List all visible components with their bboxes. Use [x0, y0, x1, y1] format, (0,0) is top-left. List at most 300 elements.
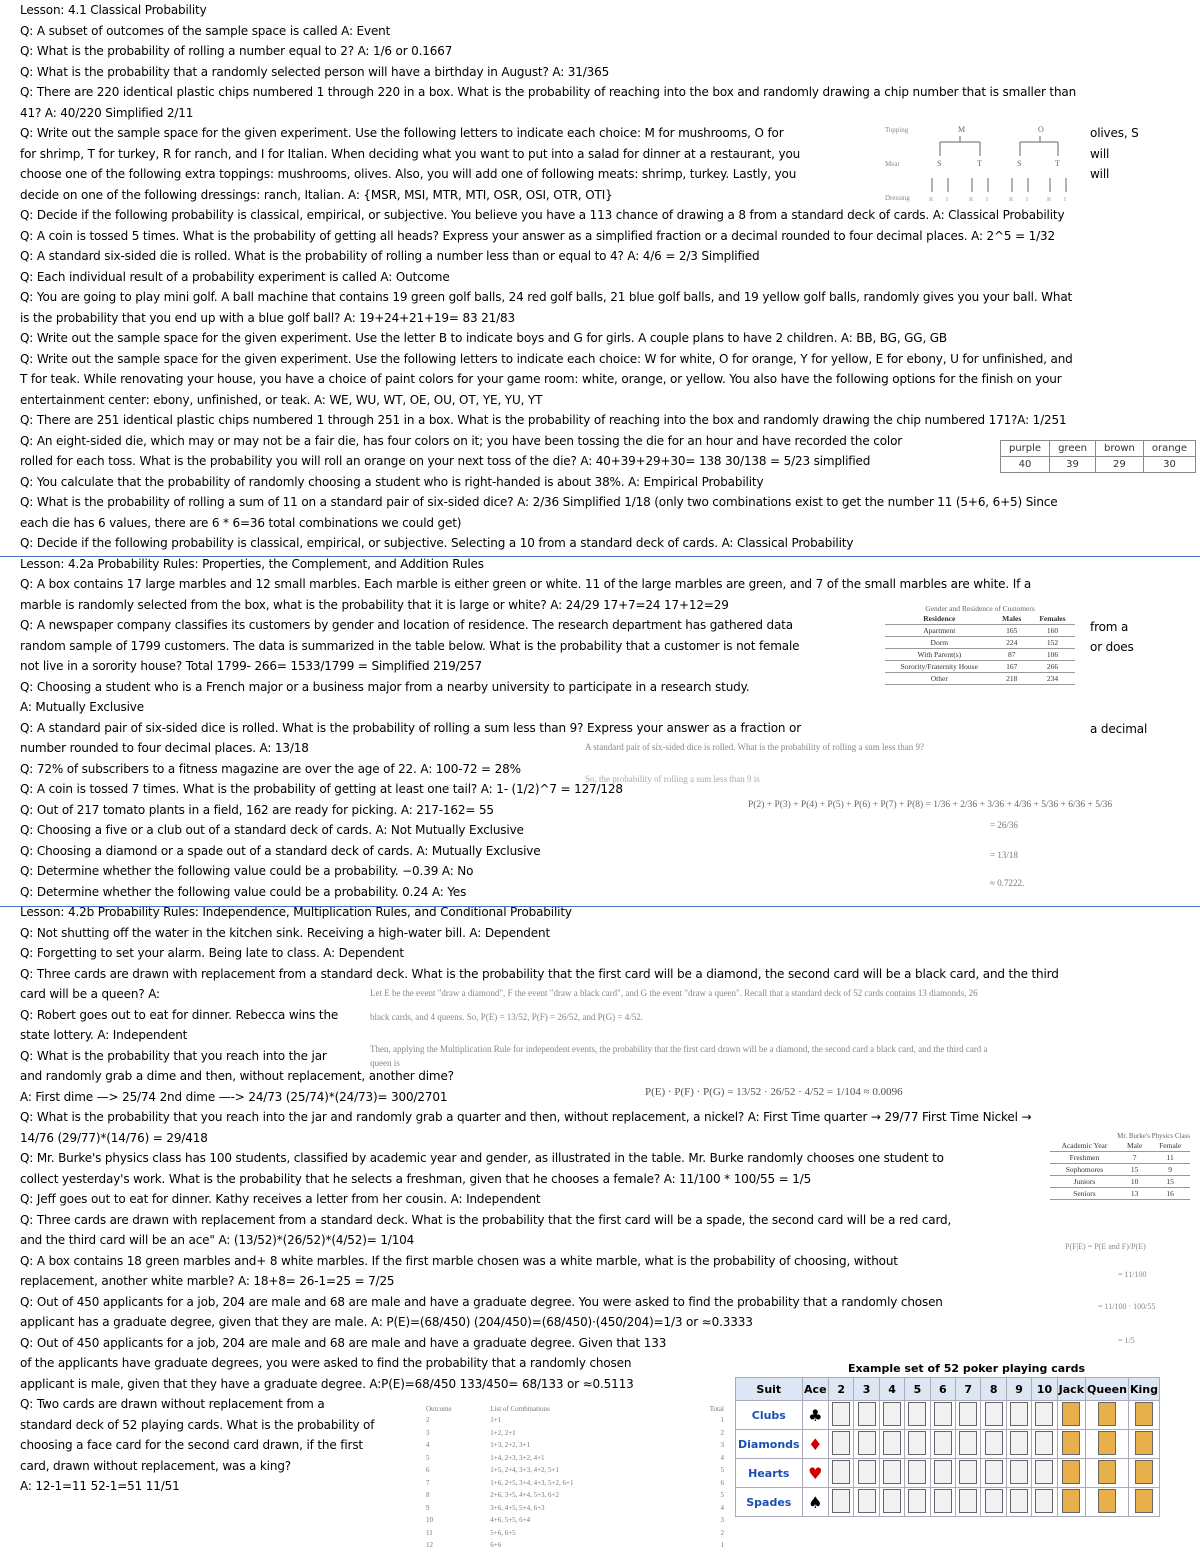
playing-card: [981, 1401, 1006, 1430]
table-row: [425, 1477, 725, 1490]
playing-card: [802, 1430, 828, 1459]
card-rank-header: 6: [930, 1378, 955, 1401]
card-image: [1035, 1402, 1053, 1426]
card-image: [858, 1431, 876, 1455]
card-image: [959, 1460, 977, 1484]
card-suit-name: Clubs: [736, 1401, 803, 1430]
combo-cell: 1+2, 2+1: [490, 1428, 516, 1437]
table-row: [425, 1527, 725, 1540]
playing-card: [1086, 1459, 1129, 1488]
physics-header: Male: [1119, 1140, 1150, 1152]
dice-equation: P(2) + P(3) + P(4) + P(5) + P(6) + P(7) + P(8) = 1/36 + 2/36 + 3/36 + 4/36 + 5/36 + 6/36 + 5/36: [748, 800, 1113, 810]
note-line: Q: You calculate that the probability of randomly choosing a student who is right-handed is about 38%. A: Empirical Probability: [20, 474, 764, 489]
note-line: not live in a sorority house? Total 1799- 266= 1533/1799 = Simplified 219/257: [20, 659, 482, 673]
card-image: [883, 1460, 901, 1484]
card-rank-header: Suit: [736, 1378, 803, 1401]
table-row: [885, 661, 1075, 673]
note-line: Q: A standard pair of six-sided dice is rolled. What is the probability of rolling a sum less than 9? Express your answer as a fraction or: [20, 720, 801, 735]
table-row: [885, 673, 1075, 685]
suit-icon: ♣: [808, 1405, 823, 1425]
playing-card: [1057, 1488, 1085, 1517]
note-line: and randomly grab a dime and then, without replacement, another dime?: [20, 1069, 454, 1083]
tree-label-topping: Topping: [885, 126, 909, 134]
card-image: [832, 1431, 850, 1455]
tree-node: S: [1017, 159, 1022, 168]
tree-node: T: [977, 159, 982, 168]
color-count: 29: [1095, 457, 1143, 473]
card-image: [1135, 1431, 1153, 1455]
salad-tree-diagram: [880, 122, 1080, 204]
dice-result: ≈ 0.7222.: [990, 878, 1025, 888]
note-line: standard deck of 52 playing cards. What is the probability of: [20, 1417, 375, 1432]
cards-title: Example set of 52 poker playing cards: [848, 1362, 1085, 1375]
note-line: choose one of the following extra toppings: mushrooms, olives. Also, you will add one of following meats: shrimp, turkey. Lastly, you: [20, 167, 797, 181]
note-line: Q: Jeff goes out to eat for dinner. Kathy receives a letter from her cousin. A: Independent: [20, 1192, 541, 1206]
combo-cell: 1: [720, 1541, 724, 1549]
card-suit-name: Hearts: [736, 1459, 803, 1488]
playing-card: [930, 1459, 955, 1488]
combo-cell: 2: [720, 1528, 724, 1537]
combo-cell: 7: [426, 1478, 430, 1487]
table-row: [885, 637, 1075, 649]
cond-formula: = 11/100 · 100/55: [1098, 1302, 1156, 1311]
residence-cell: 152: [1030, 637, 1075, 649]
combo-cell: 3: [426, 1428, 430, 1437]
svg-text:I: I: [1064, 197, 1066, 203]
trailing-text: or does: [1090, 640, 1134, 654]
card-image: [858, 1489, 876, 1513]
card-rank-header: Jack: [1057, 1378, 1085, 1401]
note-line: Q: An eight-sided die, which may or may not be a fair die, has four colors on it; you have been tossing the die for an hour and have recorded the color: [20, 433, 903, 448]
table-row: [1050, 1164, 1190, 1176]
table-row: [1050, 1176, 1190, 1188]
dice-note: A standard pair of six-sided dice is rolled. What is the probability of rolling a sum less than 9?: [585, 742, 925, 752]
card-rank-header: 4: [879, 1378, 904, 1401]
tree-label-dressing: Dressing: [885, 194, 910, 202]
combo-cell: 1+1: [490, 1416, 502, 1424]
playing-card: [1057, 1459, 1085, 1488]
dice-result: = 26/36: [990, 820, 1018, 830]
playing-card: [905, 1401, 930, 1430]
residence-cell: 234: [1030, 673, 1075, 685]
combo-cell: 6: [426, 1466, 430, 1474]
playing-card: [829, 1459, 854, 1488]
physics-cell: Juniors: [1050, 1176, 1119, 1188]
card-image: [1098, 1460, 1116, 1484]
card-image: [959, 1431, 977, 1455]
dice-result: = 13/18: [990, 850, 1018, 860]
note-line: Q: Determine whether the following value could be a probability. 0.24 A: Yes: [20, 884, 467, 899]
note-line: Q: Write out the sample space for the given experiment. Use the following letters to indicate each choice: W for white, O for orange, Y for yellow, E for ebony, U for unfinished, and: [20, 351, 1073, 366]
card-suit-name: Diamonds: [736, 1430, 803, 1459]
combo-cell: 5: [426, 1453, 430, 1462]
combo-cell: 6: [720, 1478, 724, 1487]
section-divider: [0, 906, 1200, 907]
table-row: [425, 1514, 725, 1527]
residence-header: Males: [994, 613, 1030, 625]
color-header: purple: [1001, 441, 1050, 457]
card-image: [934, 1431, 952, 1455]
card-suit-row: [736, 1430, 1160, 1459]
cond-formula: = 11/100: [1118, 1270, 1147, 1279]
card-suit-row: [736, 1459, 1160, 1488]
residence-header: Residence: [885, 613, 994, 625]
svg-text:I: I: [946, 197, 948, 203]
note-line: entertainment center: ebony, unfinished, or teak. A: WE, WU, WT, OE, OU, OT, YE, YU, YT: [20, 392, 543, 407]
note-line: applicant is male, given that they have a graduate degree. A:P(E)=68/450 133/450= 68/133 or ≈0.5113: [20, 1376, 634, 1391]
note-line: Q: Choosing a student who is a French major or a business major from a nearby university to participate in a research study.: [20, 679, 750, 694]
combo-cell: 3: [720, 1441, 724, 1449]
physics-cell: 15: [1150, 1176, 1190, 1188]
table-row: [425, 1439, 725, 1452]
playing-card: [981, 1430, 1006, 1459]
combo-header: Outcome: [426, 1405, 452, 1413]
note-line: Q: Decide if the following probability is classical, empirical, or subjective. You believe you have a 113 chance of drawing a 8 from a standard deck of cards. A: Classical Probability: [20, 208, 1065, 222]
card-image: [1010, 1431, 1028, 1455]
table-row: [425, 1464, 725, 1477]
card-image: [1062, 1431, 1080, 1455]
dice-combinations-table: [425, 1404, 725, 1552]
cards-note: black cards, and 4 queens. So, P(E) = 13/52, P(F) = 26/52, and P(G) = 4/52.: [370, 1012, 643, 1022]
tree-node: O: [1038, 125, 1044, 134]
note-line: Q: Three cards are drawn with replacement from a standard deck. What is the probability that the first card will be a spade, the second card will be a red card,: [20, 1212, 952, 1227]
physics-cell: 15: [1119, 1164, 1150, 1176]
tree-node: S: [937, 159, 942, 168]
card-rank-header: 10: [1032, 1378, 1057, 1401]
playing-card: [1006, 1401, 1031, 1430]
card-rank-header: King: [1128, 1378, 1159, 1401]
note-line: Q: Each individual result of a probability experiment is called A: Outcome: [20, 269, 450, 284]
note-line: Q: What is the probability that you reach into the jar and randomly grab a quarter and then, without replacement, a nickel? A: First Time quarter → 29/77 First Time Nickel →: [20, 1110, 1032, 1124]
card-image: [858, 1460, 876, 1484]
cards-equation: P(E) · P(F) · P(G) = 13/52 · 26/52 · 4/52 = 1/104 ≈ 0.0096: [645, 1086, 903, 1098]
playing-card: [802, 1459, 828, 1488]
playing-card: [1086, 1401, 1129, 1430]
residence-table-title: Gender and Residence of Customers: [925, 604, 1035, 613]
note-line: Q: Two cards are drawn without replacement from a: [20, 1397, 325, 1411]
physics-cell: Freshmen: [1050, 1152, 1119, 1164]
card-image: [934, 1489, 952, 1513]
combo-cell: 1+3, 2+2, 3+1: [490, 1441, 531, 1449]
card-rank-header: 8: [981, 1378, 1006, 1401]
note-line: Q: Not shutting off the water in the kitchen sink. Receiving a high-water bill. A: Dependent: [20, 925, 551, 940]
trailing-text: will: [1090, 147, 1110, 161]
playing-card: [854, 1401, 879, 1430]
residence-cell: 266: [1030, 661, 1075, 673]
card-image: [1135, 1489, 1153, 1513]
playing-card: [981, 1459, 1006, 1488]
note-line: A: 12-1=11 52-1=51 11/51: [20, 1479, 180, 1493]
table-row: [425, 1452, 725, 1465]
residence-cell: 87: [994, 649, 1030, 661]
playing-card: [829, 1401, 854, 1430]
color-count: 39: [1050, 457, 1096, 473]
card-image: [1062, 1402, 1080, 1426]
svg-text:R: R: [969, 197, 974, 203]
physics-cell: 11: [1150, 1152, 1190, 1164]
note-line: Q: A box contains 18 green marbles and+ 8 white marbles. If the first marble chosen was a white marble, what is the probability of choosing, without: [20, 1253, 898, 1268]
physics-cell: 10: [1119, 1176, 1150, 1188]
playing-card: [930, 1488, 955, 1517]
card-image: [1098, 1431, 1116, 1455]
combo-cell: 6+6: [490, 1541, 502, 1549]
note-line: Q: A coin is tossed 5 times. What is the probability of getting all heads? Express your answer as a simplified fraction or a decimal rounded to four decimal places. A: 2^5 = 1/32: [20, 228, 1055, 243]
table-row: [885, 649, 1075, 661]
note-line: Q: Choosing a five or a club out of a standard deck of cards. A: Not Mutually Exclusive: [20, 823, 524, 837]
note-line: Q: Out of 450 applicants for a job, 204 are male and 68 are male and have a graduate degree. You were asked to find the probability that a randomly chosen: [20, 1294, 943, 1309]
note-line: Lesson: 4.2a Probability Rules: Properties, the Complement, and Addition Rules: [20, 556, 484, 571]
combo-cell: 4: [426, 1441, 430, 1449]
suit-icon: ♠: [808, 1492, 823, 1512]
note-line: state lottery. A: Independent: [20, 1028, 188, 1042]
playing-card: [1057, 1430, 1085, 1459]
playing-card: [1128, 1430, 1159, 1459]
physics-cell: 16: [1150, 1188, 1190, 1200]
residence-cell: Apartment: [885, 625, 994, 637]
card-image: [1010, 1489, 1028, 1513]
physics-cell: 13: [1119, 1188, 1150, 1200]
physics-header: Female: [1150, 1140, 1190, 1152]
card-image: [985, 1402, 1003, 1426]
playing-card: [905, 1488, 930, 1517]
color-header: brown: [1095, 441, 1143, 457]
card-image: [1098, 1489, 1116, 1513]
combo-cell: 11: [426, 1528, 433, 1537]
note-line: choosing a face card for the second card drawn, if the first: [20, 1438, 363, 1452]
card-image: [858, 1402, 876, 1426]
cards-note: queen is: [370, 1058, 400, 1068]
card-suit-row: [736, 1401, 1160, 1430]
note-line: Lesson: 4.2b Probability Rules: Independence, Multiplication Rules, and Conditional Probability: [20, 905, 572, 919]
card-rank-header: Ace: [802, 1378, 828, 1401]
table-row: [425, 1489, 725, 1502]
svg-text:R: R: [1047, 197, 1052, 203]
physics-cell: 7: [1119, 1152, 1150, 1164]
cards-note: Then, applying the Multiplication Rule for independent events, the probability that the first card drawn will be a diamond, the second card a black card, and the third card a: [370, 1044, 988, 1054]
note-line: applicant has a graduate degree, given that they are male. A: P(E)=(68/450) (204/450)=(68/450)·(450/204)=1/3 or ≈0.3333: [20, 1315, 753, 1329]
card-image: [1010, 1402, 1028, 1426]
card-image: [1035, 1431, 1053, 1455]
card-suit-name: Spades: [736, 1488, 803, 1517]
playing-card: [905, 1459, 930, 1488]
combo-cell: 2: [426, 1416, 430, 1424]
color-count: 40: [1001, 457, 1050, 473]
playing-card: [879, 1430, 904, 1459]
svg-text:I: I: [986, 197, 988, 203]
note-line: number rounded to four decimal places. A: 13/18: [20, 741, 309, 755]
color-count: 30: [1143, 457, 1195, 473]
residence-cell: 106: [1030, 649, 1075, 661]
residence-cell: With Parent(s): [885, 649, 994, 661]
note-line: is the probability that you end up with a blue golf ball? A: 19+24+21+19= 83 21/83: [20, 310, 515, 325]
residence-cell: Sorority/Fraternity House: [885, 661, 994, 673]
card-image: [959, 1489, 977, 1513]
note-line: Q: What is the probability that a randomly selected person will have a birthday in August? A: 31/365: [20, 64, 610, 79]
combo-cell: 2: [720, 1428, 724, 1437]
card-image: [908, 1489, 926, 1513]
combo-header: List of Combinations: [490, 1405, 550, 1413]
card-image: [883, 1402, 901, 1426]
card-image: [1035, 1460, 1053, 1484]
playing-card: [879, 1401, 904, 1430]
note-line: A: First dime —> 25/74 2nd dime —-> 24/73 (25/74)*(24/73)= 300/2701: [20, 1089, 448, 1104]
combo-cell: 8: [426, 1491, 430, 1499]
playing-card: [905, 1430, 930, 1459]
combo-cell: 4: [720, 1453, 724, 1462]
residence-header: Females: [1030, 613, 1075, 625]
physics-cell: Sophomores: [1050, 1164, 1119, 1176]
playing-card: [956, 1459, 981, 1488]
playing-card: [1006, 1459, 1031, 1488]
table-row: [885, 625, 1075, 637]
playing-card: [1128, 1488, 1159, 1517]
card-image: [832, 1402, 850, 1426]
playing-card: [854, 1459, 879, 1488]
note-line: 41? A: 40/220 Simplified 2/11: [20, 105, 194, 120]
card-image: [934, 1460, 952, 1484]
physics-cell: Seniors: [1050, 1188, 1119, 1200]
residence-cell: Other: [885, 673, 994, 685]
card-image: [832, 1460, 850, 1484]
card-image: [1062, 1489, 1080, 1513]
playing-card: [854, 1430, 879, 1459]
combo-cell: 4+6, 5+5, 6+4: [490, 1516, 531, 1524]
physics-header: Academic Year: [1050, 1140, 1119, 1152]
physics-cell: 9: [1150, 1164, 1190, 1176]
note-line: Q: Choosing a diamond or a spade out of a standard deck of cards. A: Mutually Exclusive: [20, 843, 541, 858]
card-image: [985, 1489, 1003, 1513]
card-image: [883, 1489, 901, 1513]
playing-card: [802, 1401, 828, 1430]
trailing-text: from a: [1090, 620, 1129, 634]
note-line: card, drawn without replacement, was a king?: [20, 1458, 292, 1473]
combo-cell: 12: [426, 1541, 433, 1549]
trailing-text: will: [1090, 167, 1110, 181]
svg-text:I: I: [1026, 197, 1028, 203]
note-line: for shrimp, T for turkey, R for ranch, and I for Italian. When deciding what you want to put into a salad for dinner at a restaurant, you: [20, 146, 801, 161]
note-line: random sample of 1799 customers. The data is summarized in the table below. What is the probability that a customer is not female: [20, 638, 800, 653]
playing-card: [1032, 1401, 1057, 1430]
card-rank-header: 7: [956, 1378, 981, 1401]
playing-card: [1128, 1459, 1159, 1488]
note-line: Q: 72% of subscribers to a fitness magazine are over the age of 22. A: 100-72 = 28%: [20, 761, 521, 776]
card-image: [908, 1460, 926, 1484]
combo-cell: 1+6, 2+5, 3+4, 4+3, 5+2, 6+1: [490, 1478, 574, 1487]
note-line: of the applicants have graduate degrees, you were asked to find the probability that a randomly chosen: [20, 1356, 632, 1370]
playing-card: [930, 1401, 955, 1430]
note-line: Q: What is the probability of rolling a number equal to 2? A: 1/6 or 0.1667: [20, 44, 453, 58]
playing-cards-table: [735, 1377, 1160, 1517]
combo-cell: 9: [426, 1503, 430, 1512]
card-image: [908, 1431, 926, 1455]
cond-formula: P(F|E) = P(E and F)/P(E): [1065, 1242, 1146, 1251]
residence-cell: 160: [1030, 625, 1075, 637]
note-line: Lesson: 4.1 Classical Probability: [20, 3, 207, 17]
playing-card: [1032, 1488, 1057, 1517]
combo-cell: 1: [720, 1416, 724, 1424]
note-line: Q: Three cards are drawn with replacement from a standard deck. What is the probability that the first card will be a diamond, the second card will be a black card, and the third: [20, 966, 1059, 981]
note-line: Q: A coin is tossed 7 times. What is the probability of getting at least one tail? A: 1- (1/2)^7 = 127/128: [20, 782, 623, 796]
note-line: replacement, another white marble? A: 18+8= 26-1=25 = 7/25: [20, 1274, 395, 1288]
residence-cell: 218: [994, 673, 1030, 685]
color-header: green: [1050, 441, 1096, 457]
playing-card: [802, 1488, 828, 1517]
combo-cell: 5+6, 6+5: [490, 1528, 516, 1537]
note-line: Q: What is the probability that you reach into the jar: [20, 1048, 327, 1063]
card-rank-header: 2: [829, 1378, 854, 1401]
note-line: Q: A standard six-sided die is rolled. What is the probability of rolling a number less than or equal to 4? A: 4/6 = 2/3 Simplified: [20, 249, 760, 263]
section-divider: [0, 556, 1200, 557]
note-line: card will be a queen? A:: [20, 987, 160, 1001]
card-image: [985, 1460, 1003, 1484]
tree-node: M: [958, 125, 966, 134]
cards-note: Let E be the event "draw a diamond", F the event "draw a black card", and G the event "draw a queen". Recall that a standard deck of 52 cards contains 13 diamonds, 26: [370, 988, 978, 998]
table-row: [1050, 1188, 1190, 1200]
die-color-table: [1000, 440, 1196, 473]
note-line: collect yesterday's work. What is the probability that he selects a freshman, given that he chooses a female? A: 11/100 * 100/55 = 1/5: [20, 1171, 812, 1186]
suit-icon: ♥: [808, 1463, 823, 1483]
card-image: [1010, 1460, 1028, 1484]
note-line: Q: There are 251 identical plastic chips numbered 1 through 251 in a box. What is the probability of reaching into the box and randomly drawing the chip numbered 171?A: 1/251: [20, 413, 1067, 427]
table-row: [425, 1427, 725, 1440]
note-line: Q: Mr. Burke's physics class has 100 students, classified by academic year and gender, as illustrated in the table. Mr. Burke randomly chooses one student to: [20, 1151, 944, 1165]
combo-header: Total: [709, 1405, 724, 1413]
card-rank-header: 5: [905, 1378, 930, 1401]
residence-cell: Dorm: [885, 637, 994, 649]
note-line: rolled for each toss. What is the probability you will roll an orange on your next toss of the die? A: 40+39+29+30= 138 30/138 = 5/23 simplified: [20, 454, 871, 468]
playing-card: [1086, 1488, 1129, 1517]
suit-icon: ♦: [808, 1434, 823, 1454]
combo-cell: 10: [426, 1516, 433, 1524]
combo-cell: 3: [720, 1516, 724, 1524]
cond-formula: = 1/5: [1118, 1336, 1135, 1345]
card-image: [1062, 1460, 1080, 1484]
card-image: [959, 1402, 977, 1426]
svg-text:R: R: [929, 197, 934, 203]
trailing-text: olives, S: [1090, 126, 1139, 140]
note-line: marble is randomly selected from the box, what is the probability that it is large or white? A: 24/29 17+7=24 17+12=29: [20, 597, 729, 612]
playing-card: [1006, 1488, 1031, 1517]
residence-cell: 167: [994, 661, 1030, 673]
playing-card: [1086, 1430, 1129, 1459]
note-line: Q: Robert goes out to eat for dinner. Rebecca wins the: [20, 1007, 339, 1022]
physics-table-title: Mr. Burke's Physics Class: [1117, 1132, 1190, 1140]
card-image: [985, 1431, 1003, 1455]
table-row: [425, 1539, 725, 1552]
card-image: [1035, 1489, 1053, 1513]
residence-cell: 165: [994, 625, 1030, 637]
note-line: and the third card will be an ace" A: (13/52)*(26/52)*(4/52)= 1/104: [20, 1233, 415, 1247]
playing-card: [956, 1430, 981, 1459]
note-line: each die has 6 values, there are 6 * 6=36 total combinations we could get): [20, 515, 462, 530]
card-image: [934, 1402, 952, 1426]
card-image: [908, 1402, 926, 1426]
card-image: [1135, 1460, 1153, 1484]
playing-card: [930, 1430, 955, 1459]
note-line: decide on one of the following dressings: ranch, Italian. A: {MSR, MSI, MTR, MTI, OSR, OSI, OTR, OTI}: [20, 187, 613, 202]
note-line: Q: Decide if the following probability is classical, empirical, or subjective. Selecting a 10 from a standard deck of cards. A: Classical Probability: [20, 536, 854, 550]
residence-cell: 224: [994, 637, 1030, 649]
table-row: [425, 1502, 725, 1515]
combo-cell: 2+6, 3+5, 4+4, 5+3, 6+2: [490, 1491, 560, 1499]
playing-card: [956, 1401, 981, 1430]
playing-card: [854, 1488, 879, 1517]
card-image: [1098, 1402, 1116, 1426]
playing-card: [1032, 1459, 1057, 1488]
residence-table: [885, 604, 1075, 685]
svg-text:R: R: [1009, 197, 1014, 203]
card-suit-row: [736, 1488, 1160, 1517]
